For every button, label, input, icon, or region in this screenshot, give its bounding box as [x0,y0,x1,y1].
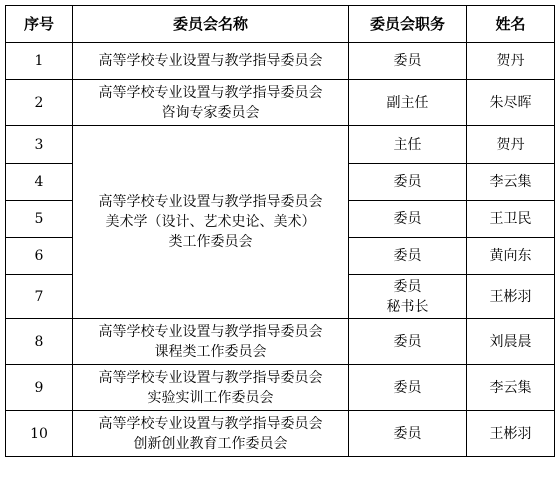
role-line: 秘书长 [386,298,429,315]
header-committee: 委员会名称 [73,6,349,43]
committee-name-line: 创新创业教育工作委员会 [133,435,288,452]
role-line: 委员 [393,333,422,350]
committee-role [349,365,467,411]
row-number: 8 [6,319,73,365]
person-name: 王卫民 [467,201,555,238]
person-name: 刘晨晨 [467,319,555,365]
committee-name-line: 类工作委员会 [168,234,253,250]
role-line: 委员 [393,278,422,295]
person-name: 贺丹 [467,43,555,80]
committee-role [349,411,467,457]
committee-role [349,164,467,201]
committee-role [349,43,467,80]
person-name: 王彬羽 [467,411,555,457]
table-row [6,126,555,164]
row-number: 10 [6,411,73,457]
role-line: 委员 [393,425,422,442]
row-number: 7 [6,275,73,319]
table-row [6,411,555,457]
person-name: 李云集 [467,164,555,201]
committee-name-line: 高等学校专业设置与教学指导委员会 [98,53,323,69]
role-line: 委员 [393,174,422,190]
committee-name-line: 高等学校专业设置与教学指导委员会 [98,369,323,386]
committee-name-line: 美术学（设计、艺术史论、美术） [105,214,316,230]
committee-name-line: 高等学校专业设置与教学指导委员会 [98,194,323,210]
committee-name-line: 咨询专家委员会 [161,104,260,121]
person-name: 黄向东 [467,238,555,275]
role-line: 副主任 [386,94,429,111]
committee-name [73,43,349,80]
committee-name-line: 实验实训工作委员会 [147,389,274,406]
committee-role [349,201,467,238]
committee-name-line: 高等学校专业设置与教学指导委员会 [98,415,323,432]
person-name: 王彬羽 [467,275,555,319]
row-number: 4 [6,164,73,201]
committee-name-line: 高等学校专业设置与教学指导委员会 [98,323,323,340]
committee-role [349,126,467,164]
header-person: 姓名 [467,6,555,43]
role-line: 委员 [393,211,422,227]
committee-name-line: 课程类工作委员会 [154,343,267,360]
row-number: 2 [6,80,73,126]
row-number: 6 [6,238,73,275]
committee-role [349,80,467,126]
committee-name-line: 高等学校专业设置与教学指导委员会 [98,84,323,101]
committee-name [73,126,349,319]
table-row [6,365,555,411]
table-header-row [6,6,555,43]
committee-name [73,365,349,411]
table-row [6,319,555,365]
role-line: 委员 [393,248,422,264]
committee-role [349,275,467,319]
table-row [6,80,555,126]
row-number: 3 [6,126,73,164]
person-name: 李云集 [467,365,555,411]
row-number: 9 [6,365,73,411]
role-line: 委员 [393,53,422,69]
role-line: 委员 [393,379,422,396]
header-role: 委员会职务 [349,6,467,43]
person-name: 朱尽晖 [467,80,555,126]
committee-table [5,5,555,457]
row-number: 1 [6,43,73,80]
table-row [6,43,555,80]
committee-name [73,80,349,126]
person-name: 贺丹 [467,126,555,164]
committee-name [73,411,349,457]
committee-table-container [5,5,555,457]
committee-name [73,319,349,365]
role-line: 主任 [393,136,422,153]
header-no: 序号 [6,6,73,43]
committee-role [349,238,467,275]
row-number: 5 [6,201,73,238]
committee-role [349,319,467,365]
